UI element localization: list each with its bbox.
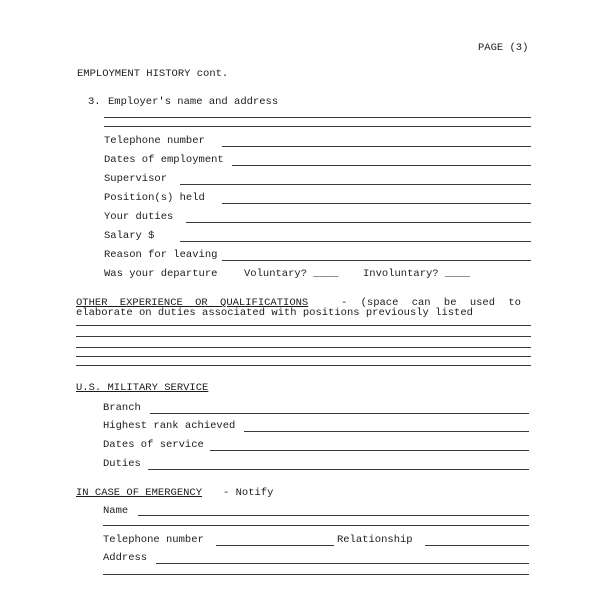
emergency-address-line-2[interactable]: [103, 574, 529, 575]
emergency-name-label: Name: [103, 505, 129, 517]
emergency-telephone-label: Telephone number: [103, 534, 204, 546]
page-number: PAGE (3): [478, 42, 529, 54]
other-experience-line-2[interactable]: [76, 336, 531, 337]
other-experience-line-5[interactable]: [76, 365, 531, 366]
military-duties-field[interactable]: [148, 469, 529, 470]
emergency-heading: IN CASE OF EMERGENCY: [76, 487, 203, 499]
salary-field[interactable]: [180, 241, 531, 242]
section-title-employment: EMPLOYMENT HISTORY cont.: [77, 68, 229, 80]
reason-for-leaving-field[interactable]: [222, 260, 531, 261]
dates-of-employment-label: Dates of employment: [104, 154, 224, 166]
your-duties-label: Your duties: [104, 211, 174, 223]
your-duties-field[interactable]: [186, 222, 531, 223]
supervisor-label: Supervisor: [104, 173, 168, 185]
departure-label: Was your departure: [104, 268, 218, 280]
military-duties-label: Duties: [103, 458, 141, 470]
military-heading: U.S. MILITARY SERVICE: [76, 382, 209, 394]
emergency-address-label: Address: [103, 552, 148, 564]
other-experience-line-3[interactable]: [76, 347, 531, 348]
involuntary-option[interactable]: Involuntary? ____: [363, 268, 471, 280]
relationship-label: Relationship: [337, 534, 413, 546]
salary-label: Salary $: [104, 230, 155, 242]
voluntary-option[interactable]: Voluntary? ____: [244, 268, 339, 280]
emergency-telephone-field[interactable]: [216, 545, 334, 546]
emergency-address-field[interactable]: [156, 563, 529, 564]
other-experience-heading: OTHER EXPERIENCE OR QUALIFICATIONS: [76, 297, 309, 309]
emergency-name-field[interactable]: [138, 515, 529, 516]
supervisor-field[interactable]: [180, 184, 531, 185]
telephone-field[interactable]: [222, 146, 531, 147]
employer-number: 3.: [88, 96, 101, 108]
other-experience-line-1[interactable]: [76, 325, 531, 326]
employer-address-line-2[interactable]: [104, 126, 531, 127]
highest-rank-field[interactable]: [244, 431, 529, 432]
highest-rank-label: Highest rank achieved: [103, 420, 236, 432]
emergency-notify: - Notify: [223, 487, 274, 499]
other-experience-note-2: elaborate on duties associated with positions previously listed: [76, 307, 473, 319]
employer-name-label: Employer's name and address: [108, 96, 279, 108]
other-experience-line-4[interactable]: [76, 356, 531, 357]
relationship-field[interactable]: [425, 545, 529, 546]
dates-of-service-field[interactable]: [210, 450, 529, 451]
branch-label: Branch: [103, 402, 141, 414]
dates-of-employment-field[interactable]: [232, 165, 531, 166]
emergency-name-line-2[interactable]: [103, 525, 529, 526]
employer-address-line-1[interactable]: [104, 117, 531, 118]
reason-for-leaving-label: Reason for leaving: [104, 249, 218, 261]
position-held-field[interactable]: [222, 203, 531, 204]
position-held-label: Position(s) held: [104, 192, 205, 204]
branch-field[interactable]: [150, 413, 529, 414]
dates-of-service-label: Dates of service: [103, 439, 204, 451]
telephone-label: Telephone number: [104, 135, 205, 147]
other-experience-note-1: - (space can be used to: [341, 297, 521, 309]
